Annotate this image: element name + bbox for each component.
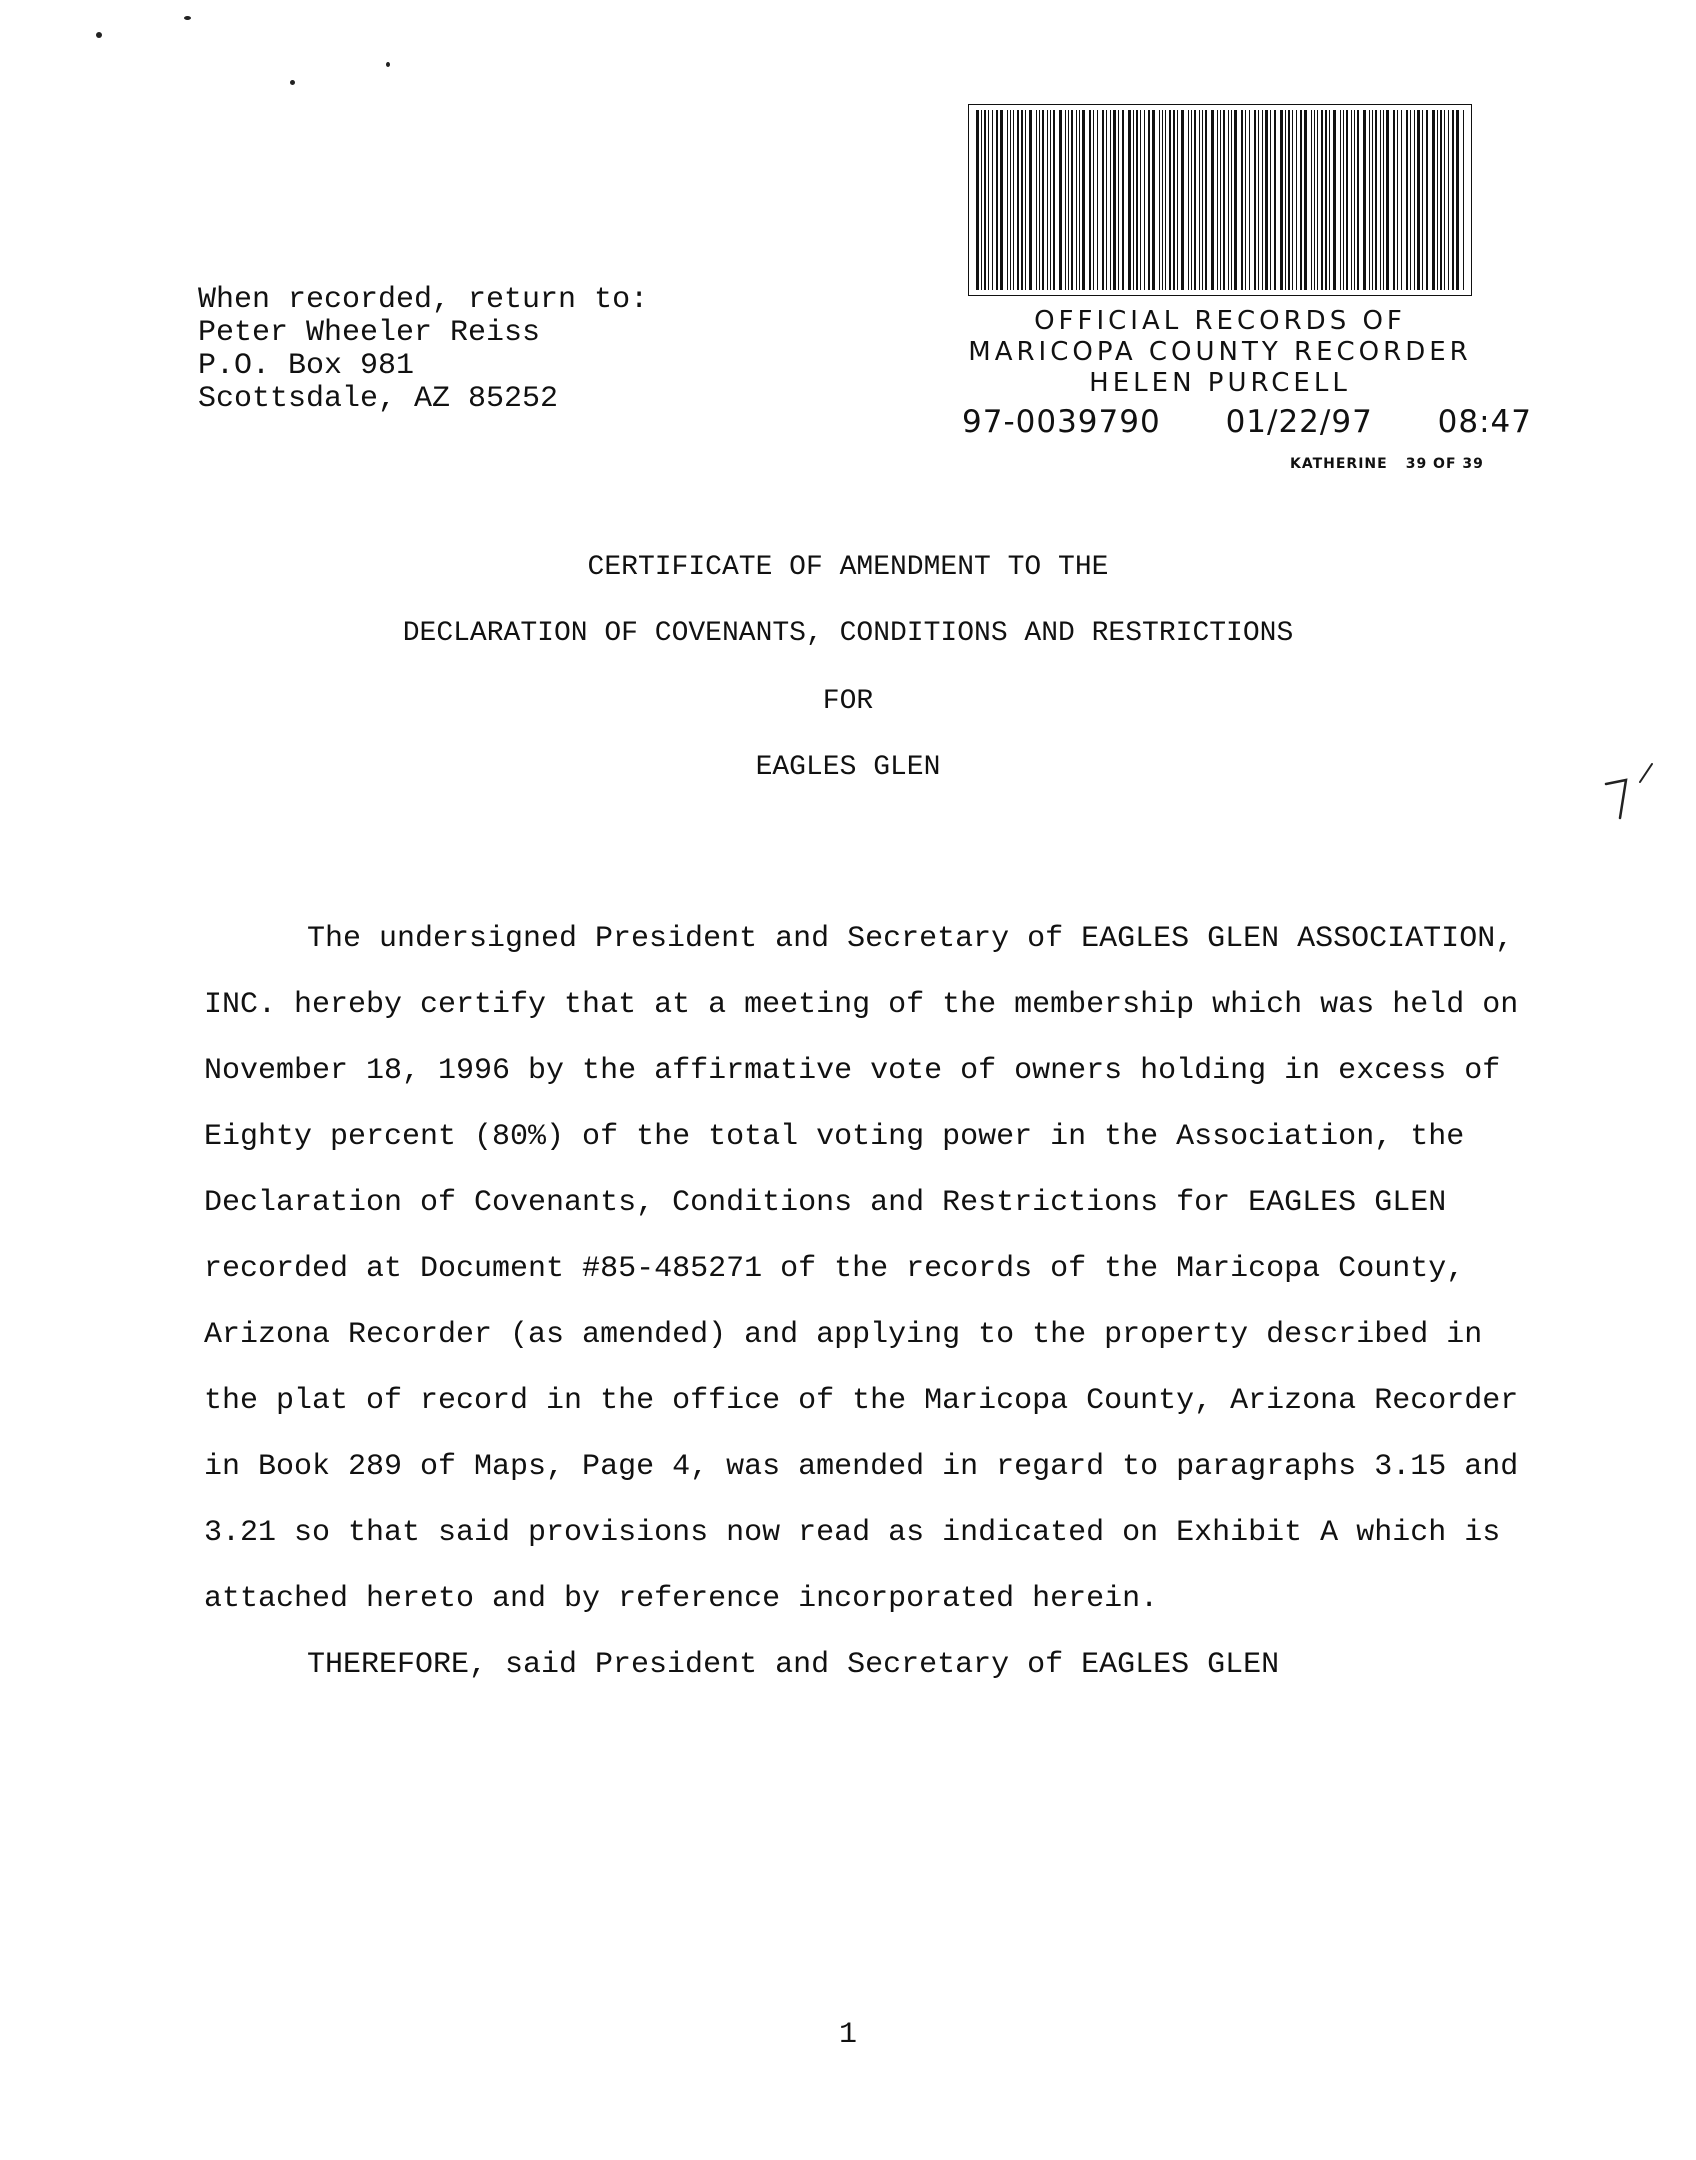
barcode-bar <box>1053 110 1055 290</box>
barcode-bar <box>1452 110 1454 290</box>
barcode-bar <box>1144 110 1145 290</box>
barcode-bar <box>1050 110 1051 290</box>
barcode-bar <box>1274 110 1276 290</box>
barcode-bar <box>1363 110 1366 290</box>
barcode-bar <box>1285 110 1286 290</box>
barcode-bar <box>1025 110 1026 290</box>
barcode-bar <box>1152 110 1155 290</box>
recorder-line-1: OFFICIAL RECORDS OF <box>1034 306 1406 336</box>
barcode-bar <box>1241 110 1243 290</box>
page-number: 1 <box>838 2018 857 2052</box>
barcode-bar <box>1113 110 1116 290</box>
barcode-bar <box>1181 110 1184 290</box>
barcode-bar <box>1220 110 1221 290</box>
barcode-bar <box>1265 110 1268 290</box>
barcode-bar <box>1188 110 1189 290</box>
recorder-stamp <box>940 306 1500 399</box>
barcode-bar <box>1333 110 1336 290</box>
barcode-bar <box>1329 110 1330 290</box>
barcode-bar <box>1021 110 1023 290</box>
barcode-bar <box>988 110 989 290</box>
barcode-bar <box>1110 110 1111 290</box>
barcode-bar <box>1228 110 1229 290</box>
barcode-bar <box>1296 110 1297 290</box>
barcode-bar <box>1254 110 1256 290</box>
barcode-bar <box>1059 110 1062 290</box>
barcode-bar <box>1397 110 1398 290</box>
barcode-bar <box>1136 110 1138 290</box>
scan-speck <box>96 32 102 38</box>
barcode-bar <box>1159 110 1160 290</box>
barcode-bar <box>1000 110 1003 290</box>
title-line-4: EAGLES GLEN <box>755 752 941 783</box>
barcode-bar <box>1217 110 1218 290</box>
barcode-bar <box>1292 110 1293 290</box>
barcode-bar <box>1194 110 1196 290</box>
barcode-bar <box>1383 110 1384 290</box>
barcode-bar <box>1036 110 1037 290</box>
recording-info <box>962 404 1532 440</box>
page-count: 39 OF 39 <box>1405 456 1484 472</box>
barcode-bar <box>1013 110 1014 290</box>
barcode-bar <box>1102 110 1104 290</box>
barcode-bar <box>1093 110 1094 290</box>
barcode-bar <box>1231 110 1232 290</box>
barcode-bar <box>1089 110 1091 290</box>
barcode-bar <box>1245 110 1246 290</box>
barcode-bar <box>1122 110 1124 290</box>
barcode-bar <box>1304 110 1307 290</box>
barcode-bar <box>1270 110 1271 290</box>
barcode-bar <box>1140 110 1141 290</box>
clerk-name: KATHERINE <box>1290 456 1388 472</box>
barcode-bar <box>1071 110 1073 290</box>
barcode-bar <box>1448 110 1449 290</box>
barcode-bar <box>1177 110 1178 290</box>
certificate-body <box>204 906 1534 1698</box>
barcode-bar <box>1202 110 1203 290</box>
barcode-bar <box>1010 110 1011 290</box>
barcode-bar <box>1346 110 1348 290</box>
barcode-bar <box>1426 110 1428 290</box>
barcode-bar <box>1065 110 1066 290</box>
barcode-bar <box>1325 110 1327 290</box>
barcode-bar <box>1191 110 1192 290</box>
barcode-bar <box>1321 110 1323 290</box>
barcode-bar <box>1042 110 1044 290</box>
recording-time: 08:47 <box>1437 404 1532 440</box>
barcode-bar <box>1401 110 1402 290</box>
barcode-bar <box>1079 110 1080 290</box>
barcode-bar <box>1288 110 1290 290</box>
barcode-bar <box>1440 110 1442 290</box>
barcode-bar <box>1343 110 1344 290</box>
barcode-bar <box>1317 110 1318 290</box>
barcode-bar <box>1249 110 1250 290</box>
barcode-bar <box>1007 110 1008 290</box>
barcode-bar <box>1406 110 1408 290</box>
barcode-bar <box>1314 110 1315 290</box>
barcode-bar <box>1340 110 1341 290</box>
barcode-bar <box>1118 110 1119 290</box>
barcode-bar <box>1097 110 1098 290</box>
barcode <box>968 104 1472 296</box>
barcode-bar <box>1410 110 1411 290</box>
return-address <box>198 284 648 416</box>
barcode-bar <box>1369 110 1370 290</box>
barcode-bar <box>1351 110 1352 290</box>
body-paragraph-1: The undersigned President and Secretary of EAGLES GLEN ASSOCIATION, INC. hereby certify that at a meeting of the membership which was held on November 18, 1996 by the affirmative vote of owners holding in excess of Eighty percent (80%) of the total voting power in the Association, the Declaration of Covenants, Conditions and Restrictions for EAGLES GLEN recorded at Document #85-485271 of the records of the Maricopa County, Arizona Recorder (as amended) and applying to the property described in the plat of record in the office of the Maricopa County, Arizona Recorder in Book 289 of Maps, Page 4, was amended in regard to paragraphs 3.15 and 3.21 so that said provisions now read as indicated on Exhibit A which is attached hereto and by reference incorporated herein. <box>204 922 1519 1616</box>
barcode-bar <box>1393 110 1395 290</box>
handwritten-mark <box>1600 758 1660 838</box>
barcode-bar <box>1432 110 1435 290</box>
scan-speck <box>290 80 295 85</box>
barcode-bar <box>1082 110 1085 290</box>
return-name: Peter Wheeler Reiss <box>198 316 541 350</box>
barcode-bar <box>1300 110 1302 290</box>
barcode-bar <box>1205 110 1207 290</box>
barcode-bar <box>1165 110 1166 290</box>
barcode-bar <box>1017 110 1019 290</box>
barcode-bar <box>1162 110 1163 290</box>
barcode-bar <box>1456 110 1459 290</box>
barcode-bar <box>1128 110 1131 290</box>
barcode-bar <box>1357 110 1359 290</box>
barcode-bar <box>1148 110 1150 290</box>
barcode-bar <box>1354 110 1355 290</box>
barcode-bar <box>1414 110 1415 290</box>
barcode-bar <box>1386 110 1389 290</box>
barcode-bar <box>1133 110 1134 290</box>
barcode-bar <box>1417 110 1420 290</box>
barcode-bar <box>981 110 982 290</box>
return-city: Scottsdale, AZ 85252 <box>198 382 559 416</box>
document-number: 97-0039790 <box>962 404 1161 440</box>
title-line-1: CERTIFICATE OF AMENDMENT TO THE <box>587 552 1109 583</box>
barcode-bar <box>1076 110 1077 290</box>
barcode-bar <box>1280 110 1283 290</box>
barcode-bar <box>1311 110 1312 290</box>
barcode-bar <box>1258 110 1259 290</box>
barcode-bar <box>992 110 993 290</box>
barcode-bar <box>1106 110 1107 290</box>
barcode-bar <box>1463 110 1464 290</box>
barcode-bar <box>1444 110 1445 290</box>
scan-speck <box>386 62 390 67</box>
barcode-bar <box>1372 110 1373 290</box>
title-line-2: DECLARATION OF COVENANTS, CONDITIONS AND RESTRICTIONS <box>402 618 1294 649</box>
recorder-line-3: HELEN PURCELL <box>1089 368 1351 398</box>
scan-speck <box>184 16 191 20</box>
barcode-bar <box>1223 110 1225 290</box>
barcode-bar <box>1039 110 1040 290</box>
barcode-bar <box>1068 110 1069 290</box>
barcode-bar <box>1380 110 1381 290</box>
recorder-line-2: MARICOPA COUNTY RECORDER <box>968 337 1472 367</box>
barcode-bar <box>1262 110 1263 290</box>
barcode-bar <box>1047 110 1048 290</box>
barcode-bar <box>1199 110 1200 290</box>
barcode-bar <box>1211 110 1214 290</box>
body-paragraph-2: THEREFORE, said President and Secretary of EAGLES GLEN <box>307 1648 1280 1682</box>
barcode-bar <box>1234 110 1237 290</box>
barcode-bar <box>1375 110 1377 290</box>
clerk-stamp <box>1290 456 1484 472</box>
barcode-bar <box>1173 110 1175 290</box>
barcode-bar <box>1169 110 1171 290</box>
barcode-bar <box>1029 110 1032 290</box>
barcode-bar <box>984 110 986 290</box>
return-po-box: P.O. Box 981 <box>198 349 415 383</box>
return-heading: When recorded, return to: <box>198 283 649 317</box>
recording-date: 01/22/97 <box>1225 404 1373 440</box>
title-line-3: FOR <box>822 686 874 717</box>
barcode-bar <box>976 110 979 290</box>
barcode-bar <box>1437 110 1438 290</box>
barcode-bar <box>996 110 998 290</box>
barcode-bar <box>1422 110 1423 290</box>
